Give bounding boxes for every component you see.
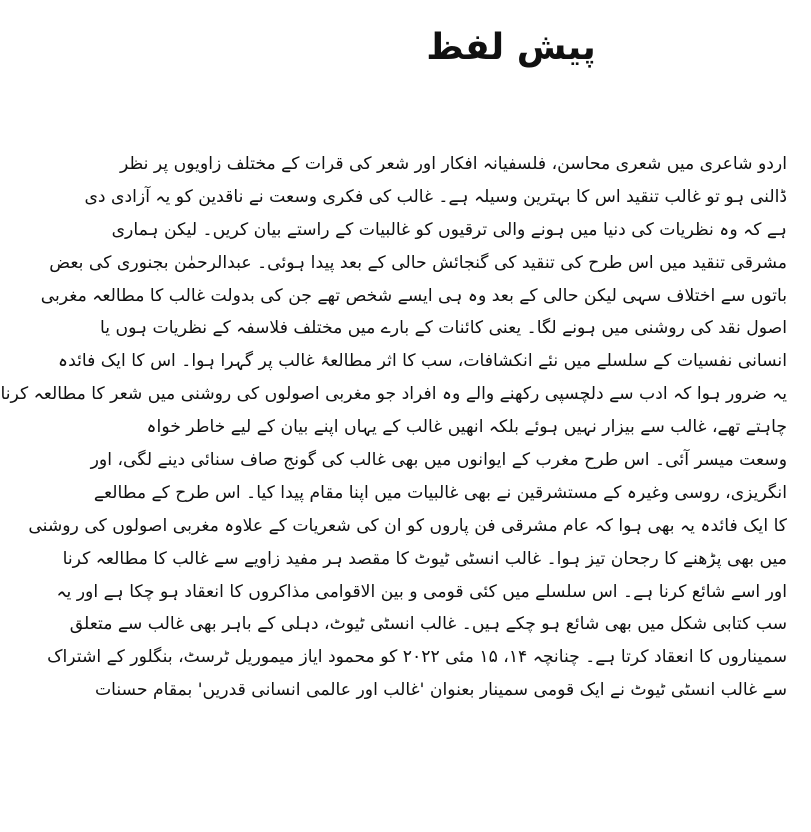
text-line: انسانی نفسیات کے سلسلے میں نئے انکشافات، سب کا اثر مطالعۂ غالب پر گہرا ہوا۔ اس کا ایک فائدہ: [58, 351, 787, 372]
text-line: سے غالب انسٹی ٹیوٹ نے ایک قومی سمینار بعنوان 'غالب اور عالمی انسانی قدریں' بمقام حسنات: [94, 680, 787, 701]
text-line: چاہتے تھے، غالب سے بیزار نہیں ہوئے بلکہ انھیں غالب کے یہاں اپنے بیان کے لیے خاطر خواہ: [146, 417, 787, 438]
text-line: انگریزی، روسی وغیرہ کے مستشرقین نے بھی غالبیات میں اپنا مقام پیدا کیا۔ اس طرح کے مطالعے: [93, 482, 787, 503]
text-line: سمیناروں کا انعقاد کرتا ہے۔ چنانچہ ۱۴، ۱۵ مئی ۲۰۲۲ کو محمود ایاز میموریل ٹرسٹ، بنگلور کے اشتراک: [47, 647, 787, 668]
text-line: اصول نقد کی روشنی میں ہونے لگا۔ یعنی کائنات کے بارے میں مختلف فلاسفہ کے نظریات ہوں یا: [100, 318, 787, 339]
text-line: یہ ضرور ہوا کہ ادب سے دلچسپی رکھنے والے وہ افراد جو مغربی اصولوں کی روشنی میں شعر کا مطالعہ کرنا: [0, 384, 787, 405]
text-line: اردو شاعری میں شعری محاسن، فلسفیانہ افکار اور شعر کی قرات کے مختلف زاویوں پر نظر: [120, 154, 787, 174]
text-line: سب کتابی شکل میں بھی شائع ہو چکے ہیں۔ غالب انسٹی ٹیوٹ، دہلی کے باہر بھی غالب سے متعلق: [69, 614, 787, 635]
text-line: مشرقی تنقید میں اس طرح کی تنقید کی گنجائش حالی کے بعد پیدا ہوئی۔ عبدالرحمٰن بجنوری کی بعض: [49, 252, 787, 273]
text-line: ہے کہ وہ نظریات کی دنیا میں ہونے والی ترقیوں کو غالبیات کے راستے بیان کریں۔ لیکن ہماری: [111, 219, 787, 240]
text-line: اور اسے شائع کرنا ہے۔ اس سلسلے میں کئی قومی و بین الاقوامی مذاکروں کا انعقاد ہو چکا ہے اور یہ: [56, 581, 787, 602]
text-line: باتوں سے اختلاف سہی لیکن حالی کے بعد وہ ہی ایسے شخص تھے جن کی بدولت غالب کا مطالعہ مغربی: [40, 285, 787, 306]
page-title: پیش لفظ: [426, 27, 596, 68]
text-line: کا ایک فائدہ یہ بھی ہوا کہ عام مشرقی فن پاروں کو ان کی شعریات کے علاوہ مغربی اصولوں کی روشنی: [28, 515, 787, 536]
text-line: وسعت میسر آئی۔ اس طرح مغرب کے ایوانوں میں بھی غالب کی گونج صاف سنائی دینے لگی، اور: [90, 450, 787, 471]
body-text: [0, 148, 787, 707]
text-line: ڈالنی ہو تو غالب تنقید اس کا بہترین وسیلہ ہے۔ غالب کی فکری وسعت نے ناقدین کو یہ آزادی دی: [84, 186, 787, 207]
text-line: میں بھی پڑھنے کا رجحان تیز ہوا۔ غالب انسٹی ٹیوٹ کا مقصد ہر مفید زاویے سے غالب کا مطالعہ کرنا: [62, 548, 787, 569]
